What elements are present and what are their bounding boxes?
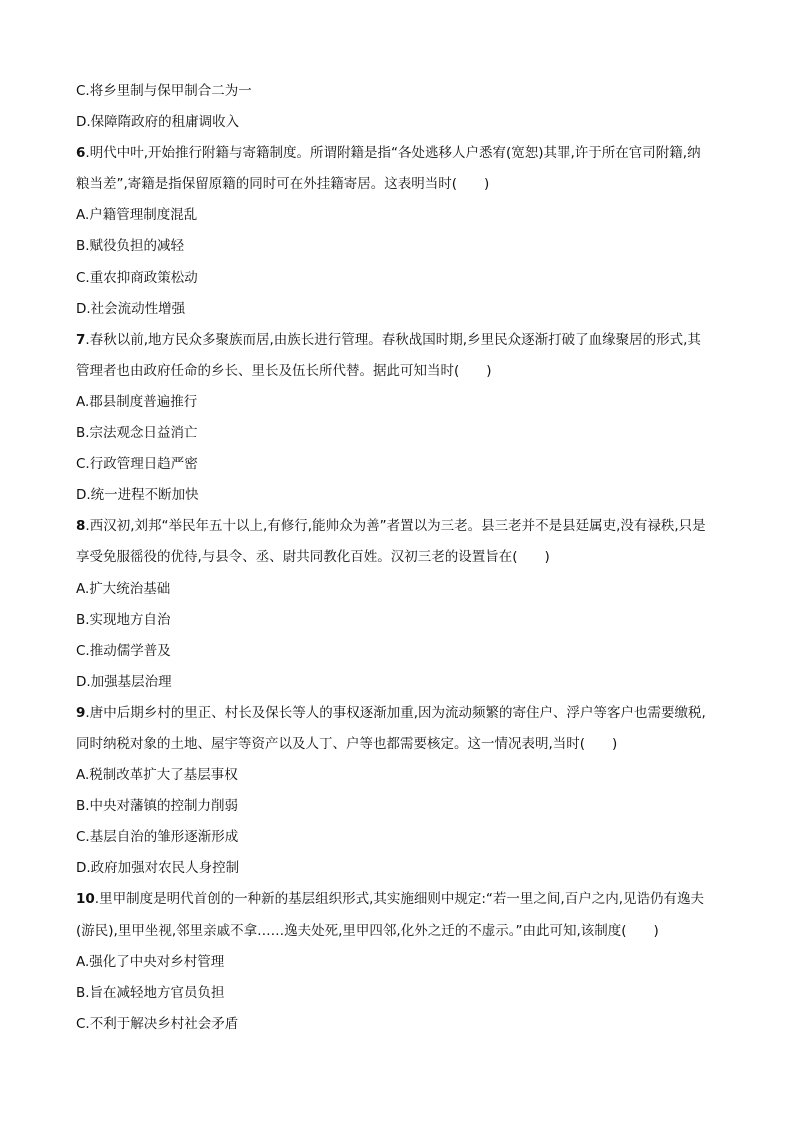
question-text: 春秋以前,地方民众多聚族而居,由族长进行管理。春秋战国时期,乡里民众逐渐打破了血缘聚居的形式,其: [89, 331, 701, 348]
question-6: [76, 142, 722, 204]
question-9: [76, 702, 722, 764]
option-d: D.保障隋政府的租庸调收入: [76, 114, 240, 131]
question-8: [76, 515, 722, 577]
option-b: B.宗法观念日益消亡: [76, 425, 198, 442]
option-b: B.赋役负担的减轻: [76, 238, 185, 255]
option-c: C.行政管理日趋严密: [76, 456, 198, 473]
question-number: 7: [76, 331, 86, 348]
option-d: D.社会流动性增强: [76, 300, 186, 317]
question-stem-line: 9.唐中后期乡村的里正、村长及保长等人的事权逐渐加重,因为流动频繁的寄住户、浮户等客户也需要缴税,: [76, 704, 706, 721]
question-text: 西汉初,刘邦“举民年五十以上,有修行,能帅众为善”者置以为三老。县三老并不是县廷属吏,没有禄秩,只是: [89, 518, 706, 535]
option-b: B.实现地方自治: [76, 611, 171, 628]
question-number: 10: [76, 891, 95, 908]
option-b: B.中央对藩镇的控制力削弱: [76, 798, 239, 815]
option-a: A.强化了中央对乡村管理: [76, 953, 225, 970]
question-text: 同时纳税对象的土地、屋宇等资产以及人丁、户等也都需要核定。这一情况表明,当时( ): [76, 735, 618, 752]
question-stem-line: 10.里甲制度是明代首创的一种新的基层组织形式,其实施细则中规定:“若一里之间,百户之内,见诰仍有逸夫: [76, 891, 705, 908]
question-stem-line: 7.春秋以前,地方民众多聚族而居,由族长进行管理。春秋战国时期,乡里民众逐渐打破了血缘聚居的形式,其: [76, 331, 701, 348]
document-content: [76, 80, 722, 1044]
question-text: 里甲制度是明代首创的一种新的基层组织形式,其实施细则中规定:“若一里之间,百户之内,见诰仍有逸夫: [99, 891, 705, 908]
question-text: 唐中后期乡村的里正、村长及保长等人的事权逐渐加重,因为流动频繁的寄住户、浮户等客户也需要缴税,: [89, 704, 706, 721]
question-number: 9: [76, 704, 86, 721]
question-number: 8: [76, 518, 86, 535]
question-text: 享受免服徭役的优待,与县令、丞、尉共同教化百姓。汉初三老的设置旨在( ): [76, 549, 550, 566]
option-c: C.基层自治的雏形逐渐形成: [76, 829, 239, 846]
option-a: A.户籍管理制度混乱: [76, 207, 198, 224]
option-d: D.加强基层治理: [76, 673, 172, 690]
option-a: A.税制改革扩大了基层事权: [76, 767, 238, 784]
question-7: [76, 329, 722, 391]
question-text: 明代中叶,开始推行附籍与寄籍制度。所谓附籍是指“各处逃移人户悉宥(宽恕)其罪,许于所在官司附籍,纳: [89, 145, 701, 162]
option-c: C.重农抑商政策松动: [76, 269, 198, 286]
question-number: 6: [76, 145, 86, 162]
option-c: C.将乡里制与保甲制合二为一: [76, 83, 252, 99]
question-stem-line: 8.西汉初,刘邦“举民年五十以上,有修行,能帅众为善”者置以为三老。县三老并不是县廷属吏,没有禄秩,只是: [76, 518, 706, 535]
question-10: [76, 888, 722, 950]
question-stem-line: 6.明代中叶,开始推行附籍与寄籍制度。所谓附籍是指“各处逃移人户悉宥(宽恕)其罪,许于所在官司附籍,纳: [76, 145, 701, 162]
option-c: C.不利于解决乡村社会矛盾: [76, 1015, 239, 1032]
option-b: B.旨在减轻地方官员负担: [76, 984, 225, 1001]
question-text: 管理者也由政府任命的乡长、里长及伍长所代替。据此可知当时( ): [76, 362, 492, 379]
question-text: (游民),里甲坐视,邻里亲戚不拿……逸夫处死,里甲四邻,化外之迁的不虚示。”由此可知,该制度( ): [76, 922, 659, 939]
option-a: A.扩大统治基础: [76, 580, 171, 597]
option-d: D.统一进程不断加快: [76, 487, 199, 504]
option-c: C.推动儒学普及: [76, 642, 171, 659]
question-text: 粮当差”,寄籍是指保留原籍的同时可在外挂籍寄居。这表明当时( ): [76, 176, 490, 193]
option-d: D.政府加强对农民人身控制: [76, 860, 240, 877]
option-a: A.郡县制度普遍推行: [76, 393, 198, 410]
